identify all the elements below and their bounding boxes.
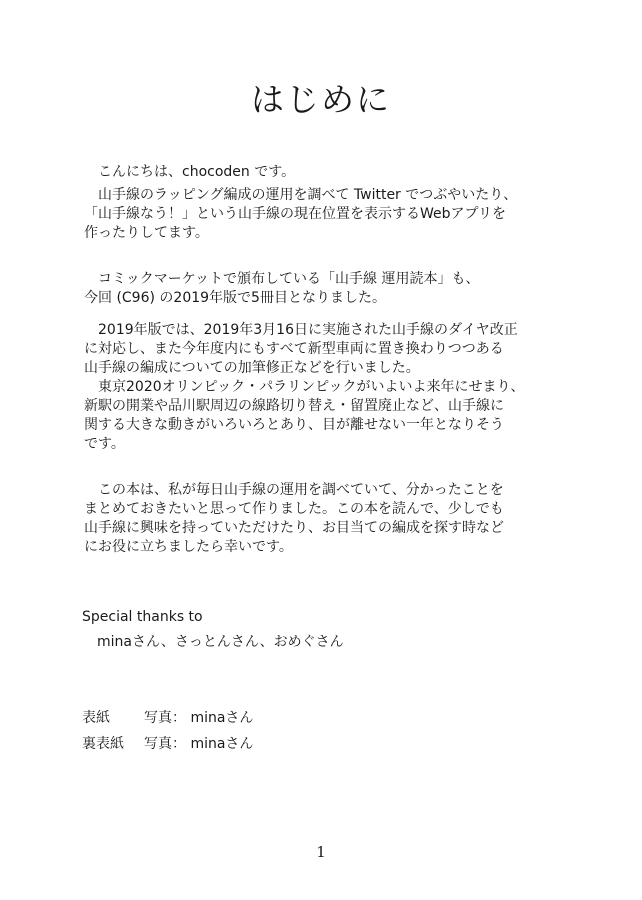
credit-value: 写真： minaさん: [144, 710, 254, 726]
paragraph-intro: [84, 186, 564, 243]
page-title: はじめに: [251, 80, 391, 119]
text-line: 今回 (C96) の2019年版で5冊目となりました。: [84, 290, 386, 306]
credit-label: 裏表紙: [82, 736, 124, 752]
text-line: この本は、私が毎日山手線の運用を調べていて、分かったことを: [84, 482, 504, 498]
special-thanks-heading: Special thanks to: [82, 609, 203, 625]
text-line: まとめておきたいと思って作りました。この本を読んで、少しでも: [84, 501, 504, 517]
paragraph-greeting: [84, 163, 564, 182]
text-line: 山手線に興味を持っていただけたり、お目当ての編成を探す時など: [84, 520, 504, 536]
paragraph-olympics: [84, 378, 564, 454]
text-line: です。: [84, 436, 125, 452]
text-line: に対応し、また今年度内にもすべて新型車両に置き換わりつつある: [84, 341, 504, 357]
page-number: 1: [316, 843, 326, 861]
text-line: 関する大きな動きがいろいろとあり、目が離せない一年となりそう: [84, 417, 504, 433]
credit-cover: [82, 709, 253, 728]
text-line: こんにちは、chocoden です。: [84, 164, 296, 180]
text-line: 東京2020オリンピック・パラリンピックがいよいよ来年にせまり、: [84, 379, 525, 395]
paragraph-purpose: [84, 481, 564, 557]
text-line: 山手線のラッピング編成の運用を調べて Twitter でつぶやいたり、: [84, 187, 518, 203]
text-line: 2019年版では、2019年3月16日に実施された山手線のダイヤ改正: [84, 322, 518, 338]
credit-label: 表紙: [82, 710, 110, 726]
credit-back-cover: [82, 735, 253, 754]
text-line: 新駅の開業や品川駅周辺の線路切り替え・留置廃止など、山手線に: [84, 398, 504, 414]
credit-value: 写真： minaさん: [144, 736, 254, 752]
text-line: にお役に立ちましたら幸いです。: [84, 539, 293, 555]
special-thanks-names: minaさん、さっとんさん、おめぐさん: [97, 634, 344, 650]
text-line: コミックマーケットで頒布している「山手線 運用読本」も、: [84, 271, 480, 287]
text-line: 山手線の編成についての加筆修正などを行いました。: [84, 360, 420, 376]
text-line: 作ったりしてます。: [84, 225, 209, 241]
paragraph-2019-edition: [84, 321, 564, 378]
text-line: 「山手線なう！」という山手線の現在位置を表示するWebアプリを: [84, 206, 506, 222]
paragraph-book-history: [84, 270, 564, 308]
